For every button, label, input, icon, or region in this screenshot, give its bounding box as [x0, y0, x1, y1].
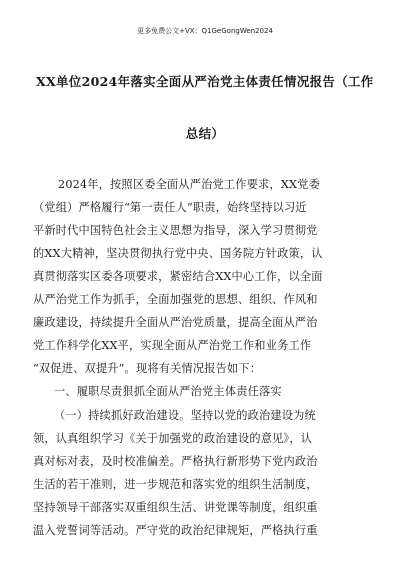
- section-heading: 一、履职尽责狠抓全面从严治党主体责任落实: [54, 385, 282, 398]
- paragraph-line: 从严治党工作为抓手，全面加强党的思想、组织、作风和: [33, 293, 318, 306]
- document-title-line-2: 总结）: [185, 126, 225, 141]
- paragraph-line: 坚持领导干部落实双重组织生活、讲党课等制度，组织重: [33, 501, 318, 514]
- paragraph-line: 廉政建设，持续提升全面从严治党质量，提高全面从严治: [33, 316, 318, 329]
- header-note: 更多免费公文+VX：Q1GeGongWen2024: [137, 27, 273, 35]
- paragraph-line: 领，认真组织学习《关于加强党的政治建设的意见》，认: [33, 432, 313, 445]
- paragraph-line: 党工作科学化XX平，实现全面从严治党工作和业务工作: [33, 339, 312, 352]
- subsection-heading: （一）持续抓好政治建设。坚持以党的政治建设为统: [54, 409, 316, 422]
- paragraph-line: 真对标对表，及时校准偏差。严格执行新形势下党内政治: [33, 455, 318, 468]
- paragraph-line: 真贯彻落实区委各项要求，紧密结合XX中心工作，以全面: [33, 270, 323, 283]
- paragraph-line: （党组）严格履行“第一责任人”职责，始终坚持以习近: [33, 201, 307, 214]
- paragraph-line: “双促进、双提升”。现将有关情况报告如下：: [33, 362, 262, 375]
- document-title-line-1: XX单位2024年落实全面从严治党主体责任情况报告（工作: [36, 74, 374, 89]
- paragraph-line: 平新时代中国特色社会主义思想为指导，深入学习贯彻党: [33, 224, 318, 237]
- paragraph-line: 生活的若干准则，进一步规范和落实党的组织生活制度，: [33, 478, 318, 491]
- paragraph-line: 的XX大精神，坚决贯彻执行党中央、国务院方针政策，认: [33, 247, 323, 260]
- paragraph-line: 2024年，按照区委全面从严治党工作要求，XX党委: [58, 178, 320, 191]
- paragraph-line: 温入党誓词等活动。严守党的政治纪律规矩，严格执行重: [33, 524, 318, 537]
